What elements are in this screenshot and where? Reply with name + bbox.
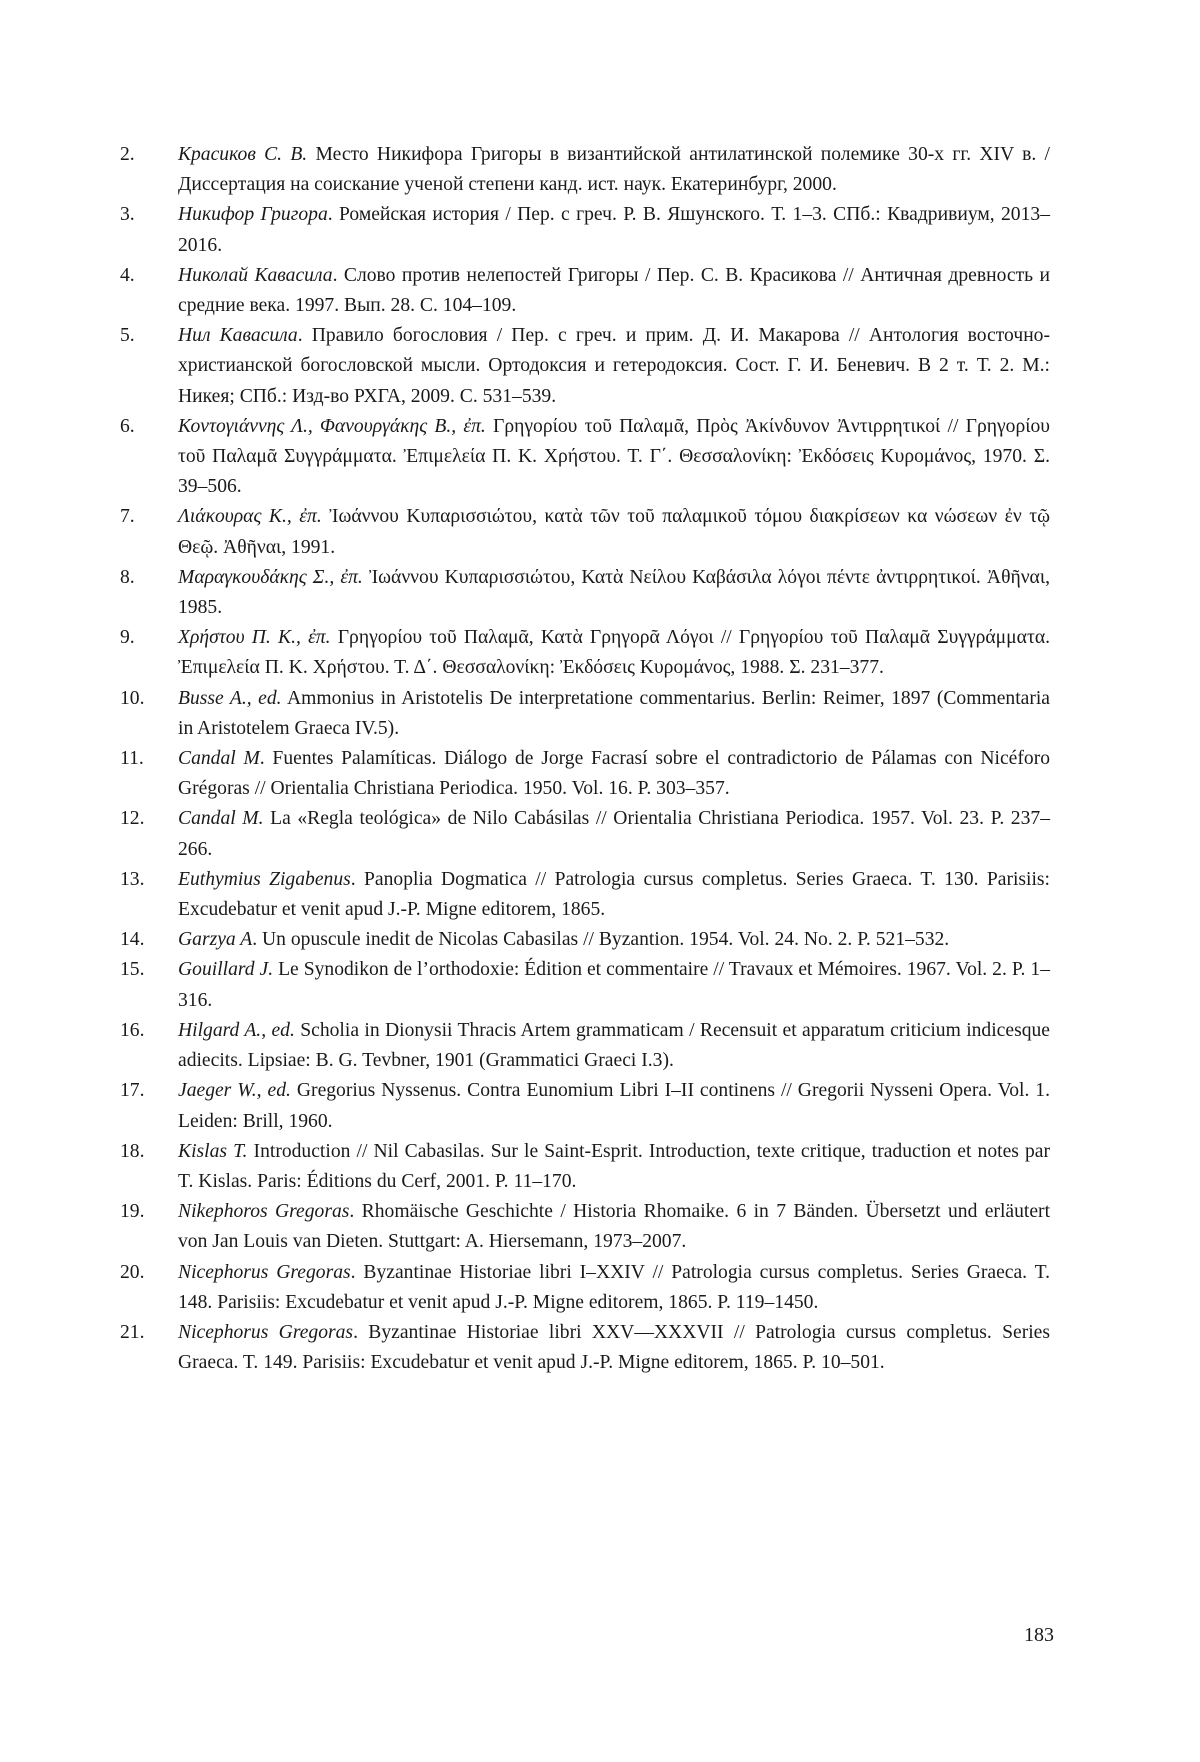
entry-author: Nicephorus Gregoras bbox=[178, 1321, 354, 1343]
entry-text: Ἰωάννου Κυπαρισσιώτου, Κατὰ Νείλου Καβάσιλα λόγοι πέντε ἀντιρρητικοί. Ἀθῆναι, 1985. bbox=[178, 566, 1050, 619]
entry-author: Euthymius Zigabenus bbox=[178, 868, 351, 890]
entry-text: Introduction // Nil Cabasilas. Sur le Saint-Esprit. Introduction, texte critique, traduction et notes par T. Kislas. Paris: Éditions du Cerf, 2001. P. 11–170. bbox=[178, 1140, 1051, 1192]
entry-author: Candal M bbox=[178, 748, 260, 770]
bibliography-entry bbox=[120, 502, 1050, 562]
bibliography-entry bbox=[120, 140, 1050, 200]
entry-text: . Ромейская история / Пер. с греч. Р. В. Яшунского. Т. 1–3. СПб.: Квадривиум, 2013–2016. bbox=[178, 204, 1050, 256]
page-number: 183 bbox=[1024, 1624, 1054, 1646]
entry-text: Место Никифора Григоры в византийской антилатинской полемике 30-х гг. XIV в. / Диссертация на соискание ученой степени канд. ист. наук. Екатеринбург, 2000. bbox=[178, 144, 1051, 196]
entry-number: 16. bbox=[120, 1019, 145, 1041]
entry-author: Κοντογιάννης Λ., Φανουργάκης Β., ἐπ. bbox=[178, 415, 486, 437]
bibliography-entry bbox=[120, 925, 1050, 955]
entry-text: . Rhomäische Geschichte / Historia Rhomaike. 6 in 7 Bänden. Übersetzt und erläutert von Jan Louis van Dieten. Stuttgart: A. Hiersemann, 1973–2007. bbox=[178, 1201, 1051, 1253]
bibliography-entry bbox=[120, 955, 1050, 1015]
bibliography-entry bbox=[120, 200, 1050, 260]
bibliography-entry bbox=[120, 865, 1050, 925]
entry-text: . Слово против нелепостей Григоры / Пер. С. В. Красикова // Античная древность и средние века. 1997. Вып. 28. С. 104–109. bbox=[178, 264, 1051, 317]
entry-text: . Byzantinae Historiae libri I–XXIV // Patrologia cursus completus. Series Graeca. T. 148. Parisiis: Excudebatur et venit apud J.-P. Migne editorem, 1865. P. 119–1450. bbox=[178, 1261, 1050, 1313]
entry-text: La «Regla teológica» de Nilo Cabásilas // Orientalia Christiana Periodica. 1957. Vol. 23. P. 237–266. bbox=[178, 808, 1050, 860]
entry-author: Busse A., ed. bbox=[178, 687, 282, 709]
entry-number: 2. bbox=[120, 144, 135, 165]
entry-number: 4. bbox=[120, 264, 135, 286]
entry-text: . Un opuscule inedit de Nicolas Cabasilas // Byzantion. 1954. Vol. 24. No. 2. P. 521–532. bbox=[252, 929, 950, 951]
entry-text: . Fuentes Palamíticas. Diálogo de Jorge Facrasí sobre el contradictorio de Pálamas con Nicéforo Grégoras // Orientalia Christiana Periodica. 1950. Vol. 16. P. 303–357. bbox=[178, 748, 1051, 800]
entry-author: Λιάκουρας Κ., ἐπ. bbox=[178, 506, 322, 528]
entry-author: Gouillard J. bbox=[178, 959, 274, 981]
entry-author: Никифор Григора bbox=[178, 204, 328, 226]
bibliography-entry bbox=[120, 804, 1050, 864]
bibliography-entry bbox=[120, 1016, 1050, 1076]
entry-text: Gregorius Nyssenus. Contra Eunomium Libri I–II continens // Gregorii Nysseni Opera. Vol. 1. Leiden: Brill, 1960. bbox=[178, 1080, 1050, 1132]
entry-author: Nikephoros Gregoras bbox=[178, 1201, 350, 1223]
entry-number: 10. bbox=[120, 687, 145, 709]
bibliography-entry bbox=[120, 321, 1050, 412]
entry-number: 5. bbox=[120, 325, 135, 347]
entry-text: Ammonius in Aristotelis De interpretatione commentarius. Berlin: Reimer, 1897 (Commentaria in Aristotelem Graeca IV.5). bbox=[178, 687, 1050, 739]
entry-number: 21. bbox=[120, 1321, 145, 1343]
bibliography-entry bbox=[120, 261, 1050, 321]
bibliography-entry bbox=[120, 623, 1050, 683]
bibliography-entry bbox=[120, 1076, 1050, 1136]
entry-number: 8. bbox=[120, 566, 135, 588]
entry-author: Kislas T. bbox=[178, 1140, 248, 1162]
entry-author: Candal M. bbox=[178, 808, 264, 830]
entry-number: 17. bbox=[120, 1080, 145, 1102]
entry-text: . Panoplia Dogmatica // Patrologia cursus completus. Series Graeca. T. 130. Parisiis: Excudebatur et venit apud J.-P. Migne editorem, 1865. bbox=[178, 868, 1050, 921]
entry-text: Scholia in Dionysii Thracis Artem grammaticam / Recensuit et apparatum criticium indicesque adiecits. Lipsiae: B. G. Tevbner, 1901 (Grammatici Graeci I.3). bbox=[178, 1019, 1050, 1072]
entry-author: Нил Кавасила bbox=[178, 325, 298, 347]
entry-number: 19. bbox=[120, 1201, 145, 1223]
entry-author: Красиков С. В. bbox=[178, 144, 308, 165]
entry-number: 3. bbox=[120, 204, 135, 226]
entry-number: 13. bbox=[120, 868, 145, 890]
entry-text: . Правило богословия / Пер. с греч. и прим. Д. И. Макарова // Антология восточно-христианской богословской мысли. Ортодоксия и гетеродоксия. Сост. Г. И. Беневич. В 2 т. Т. 2. М.: Никея; СПб.: Изд-во РХГА, 2009. С. 531–539. bbox=[178, 325, 1050, 407]
entry-number: 11. bbox=[120, 748, 144, 770]
bibliography-entry bbox=[120, 1137, 1050, 1197]
entry-number: 18. bbox=[120, 1140, 145, 1162]
bibliography-entry bbox=[120, 684, 1050, 744]
bibliography-entry bbox=[120, 1258, 1050, 1318]
entry-author: Jaeger W., ed. bbox=[178, 1080, 291, 1102]
entry-author: Nicephorus Gregoras bbox=[178, 1261, 351, 1283]
entry-author: Χρήστου Π. Κ., ἐπ. bbox=[178, 627, 331, 649]
bibliography-entry bbox=[120, 1318, 1050, 1378]
entry-number: 6. bbox=[120, 415, 135, 437]
bibliography-entry bbox=[120, 1197, 1050, 1257]
entry-number: 7. bbox=[120, 506, 135, 528]
entry-author: Garzya A bbox=[178, 929, 253, 951]
bibliography-entry bbox=[120, 744, 1050, 804]
entry-text: Γρηγορίου τοῦ Παλαμᾶ, Κατὰ Γρηγορᾶ Λόγοι // Γρηγορίου τοῦ Παλαμᾶ Συγγράμματα. Ἐπιμελεία Π. Κ. Χρήστου. Τ. Δ΄. Θεσσαλονίκη: Ἐκδόσεις Κυρομάνος, 1988. Σ. 231–377. bbox=[178, 627, 1050, 679]
entry-number: 15. bbox=[120, 959, 145, 981]
entry-author: Hilgard A., ed. bbox=[178, 1019, 295, 1041]
entry-text: Ἰωάννου Κυπαρισσιώτου, κατὰ τῶν τοῦ παλαμικοῦ τόμου διακρίσεων κα νώσεων ἐν τῷ Θεῷ. Ἀθῆναι, 1991. bbox=[178, 506, 1050, 558]
entry-text: Le Synodikon de l’orthodoxie: Édition et commentaire // Travaux et Mémoires. 1967. Vol. 2. P. 1–316. bbox=[178, 959, 1050, 1011]
entry-text: . Byzantinae Historiae libri XXV—XXXVII // Patrologia cursus completus. Series Graeca. T. 149. Parisiis: Excudebatur et venit apud J.-P. Migne editorem, 1865. P. 10–501. bbox=[178, 1321, 1050, 1374]
entry-number: 12. bbox=[120, 808, 145, 830]
entry-number: 14. bbox=[120, 929, 145, 951]
bibliography-entry bbox=[120, 412, 1050, 503]
entry-author: Николай Кавасила bbox=[178, 264, 333, 286]
entry-number: 20. bbox=[120, 1261, 145, 1283]
bibliography-entry bbox=[120, 563, 1050, 623]
entry-text: Γρηγορίου τοῦ Παλαμᾶ, Πρὸς Ἀκίνδυνον Ἀντιρρητικοί // Γρηγορίου τοῦ Παλαμᾶ Συγγράμματα. Ἐπιμελεία Π. Κ. Χρήστου. Τ. Γ΄. Θεσσαλονίκη: Ἐκδόσεις Κυρομάνος, 1970. Σ. 39–506. bbox=[178, 415, 1050, 498]
entry-author: Μαραγκουδάκης Σ., ἐπ. bbox=[178, 566, 363, 588]
entry-number: 9. bbox=[120, 627, 135, 649]
bibliography-list bbox=[120, 140, 1050, 1378]
